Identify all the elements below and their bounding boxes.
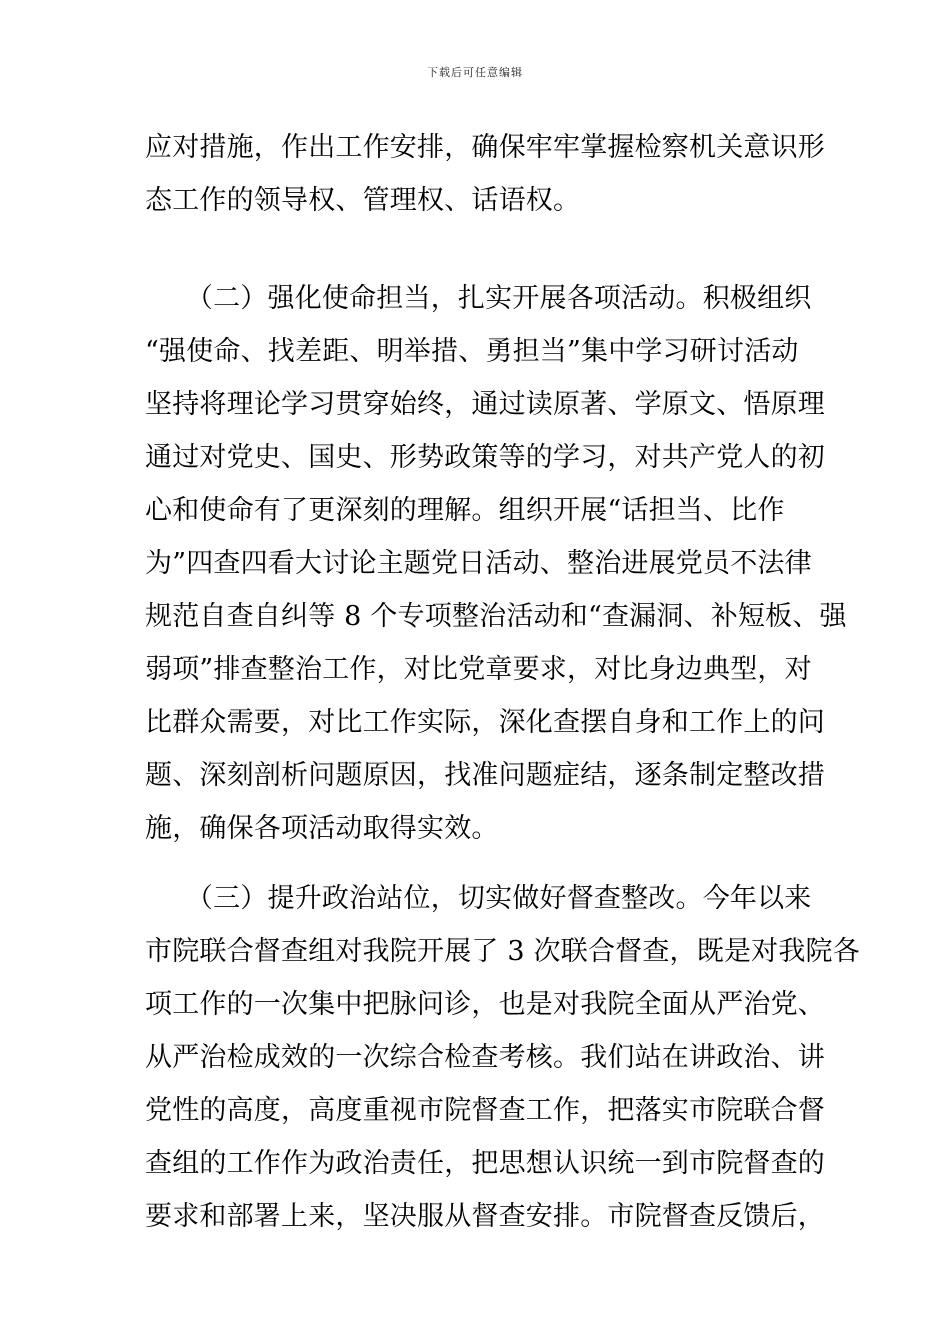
header-note: 下载后可任意编辑	[427, 66, 523, 79]
text-line: 党性的高度，高度重视市院督查工作，把落实市院联合督	[145, 1095, 825, 1126]
text-line: 项工作的一次集中把脉问诊，也是对我院全面从严治党、	[145, 989, 825, 1020]
text-line: 要求和部署上来，坚决服从督查安排。市院督查反馈后，	[145, 1201, 825, 1232]
text-line: “强使命、找差距、明举措、勇担当”集中学习研讨活动	[145, 336, 799, 367]
text-line: 施，确保各项活动取得实效。	[145, 813, 499, 844]
text-line: 规范自查自纠等 8 个专项整治活动和“查漏洞、补短板、强	[145, 601, 847, 632]
text-line: 比群众需要，对比工作实际，深化查摆自身和工作上的问	[145, 707, 825, 738]
text-line: 弱项”排查整治工作，对比党章要求，对比身边典型，对	[145, 654, 812, 685]
text-line: 题、深刻剖析问题原因，找准问题症结，逐条制定整改措	[145, 760, 825, 791]
text-line: 态工作的领导权、管理权、话语权。	[145, 185, 581, 216]
text-line: 市院联合督查组对我院开展了 3 次联合督查，既是对我院各	[145, 936, 860, 967]
text-line: 坚持将理论学习贯穿始终，通过读原著、学原文、悟原理	[145, 389, 825, 420]
text-line: 从严治检成效的一次综合检查考核。我们站在讲政治、讲	[145, 1042, 825, 1073]
text-line: 应对措施，作出工作安排，确保牢牢掌握检察机关意识形	[145, 132, 825, 163]
text-line: 心和使命有了更深刻的理解。组织开展“话担当、比作	[145, 495, 785, 526]
text-line: （三）提升政治站位，切实做好督查整改。今年以来	[145, 883, 812, 914]
text-line: 通过对党史、国史、形势政策等的学习，对共产党人的初	[145, 442, 825, 473]
text-line: （二）强化使命担当，扎实开展各项活动。积极组织	[145, 283, 812, 314]
text-line: 为”四查四看大讨论主题党日活动、整治进展党员不法律	[145, 548, 812, 579]
text-line: 查组的工作作为政治责任，把思想认识统一到市院督查的	[145, 1148, 825, 1179]
